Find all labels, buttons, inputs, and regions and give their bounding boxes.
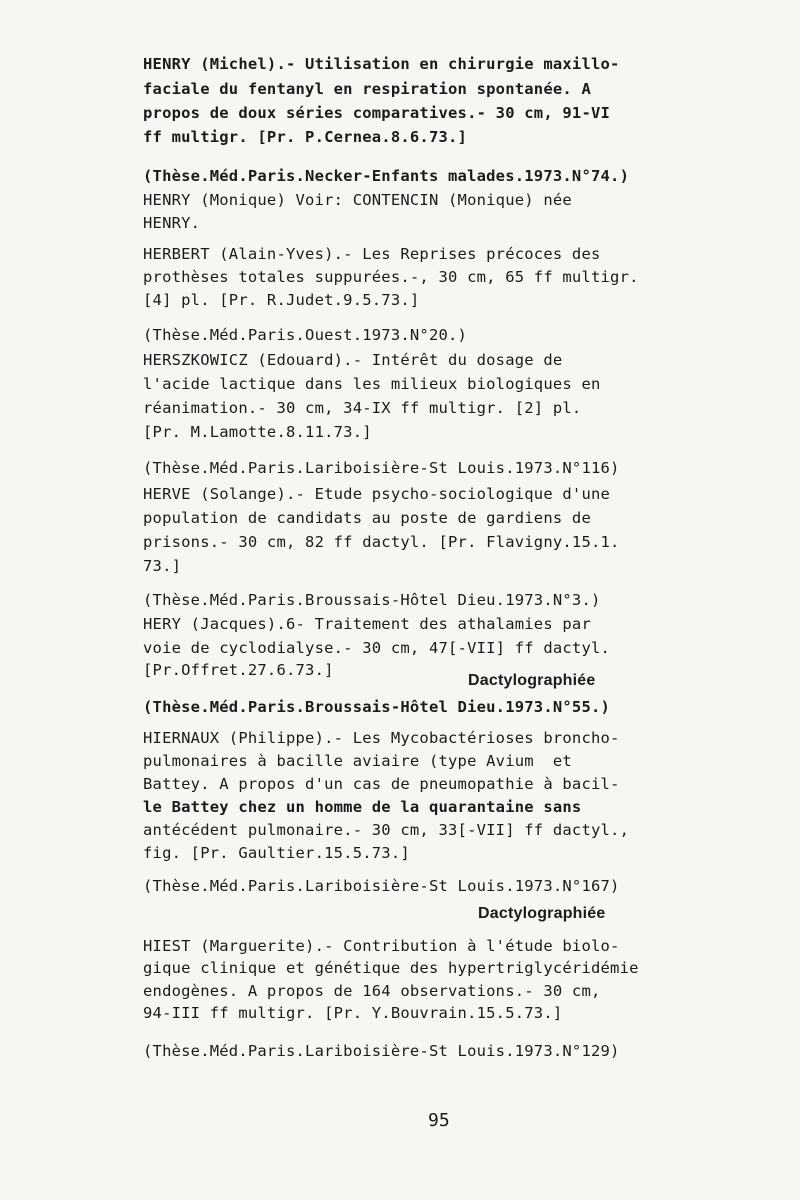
entry-line: HERBERT (Alain-Yves).- Les Reprises précoces des — [143, 245, 601, 263]
entry-line: l'acide lactique dans les milieux biologiques en — [143, 375, 601, 393]
entry-line: Battey. A propos d'un cas de pneumopathie à bacil- — [143, 775, 620, 793]
entry-line: ff multigr. [Pr. P.Cernea.8.6.73.] — [143, 128, 468, 146]
entry-line: prisons.- 30 cm, 82 ff dactyl. [Pr. Flavigny.15.1. — [143, 533, 620, 551]
entry-line: [4] pl. [Pr. R.Judet.9.5.73.] — [143, 291, 420, 309]
entry-line: HENRY. — [143, 214, 201, 232]
entry-line: HERSZKOWICZ (Edouard).- Intérêt du dosage de — [143, 351, 563, 369]
entry-line: endogènes. A propos de 164 observations.- 30 cm, — [143, 982, 601, 1000]
entry-line: HERVE (Solange).- Etude psycho-sociologique d'une — [143, 485, 611, 503]
entry-note: Dactylographiée — [468, 672, 596, 689]
entry-line: [Pr. M.Lamotte.8.11.73.] — [143, 423, 372, 441]
entry-line: HIEST (Marguerite).- Contribution à l'étude biolo- — [143, 937, 620, 955]
entry-source: (Thèse.Méd.Paris.Necker-Enfants malades.1973.N°74.) — [143, 167, 630, 185]
entry-line: réanimation.- 30 cm, 34-IX ff multigr. [2] pl. — [143, 399, 582, 417]
entry-line: 73.] — [143, 557, 182, 575]
entry-line: le Battey chez un homme de la quarantaine sans — [143, 798, 582, 816]
entry-line: faciale du fentanyl en respiration spontanée. A — [143, 80, 591, 98]
entry-source: (Thèse.Méd.Paris.Ouest.1973.N°20.) — [143, 326, 468, 344]
entry-source: (Thèse.Méd.Paris.Broussais-Hôtel Dieu.1973.N°3.) — [143, 591, 601, 609]
entry-line: HENRY (Michel).- Utilisation en chirurgie maxillo- — [143, 55, 620, 73]
entry-source: (Thèse.Méd.Paris.Lariboisière-St Louis.1973.N°129) — [143, 1042, 620, 1060]
entry-line: propos de doux séries comparatives.- 30 cm, 91-VI — [143, 104, 611, 122]
entry-source: (Thèse.Méd.Paris.Lariboisière-St Louis.1973.N°116) — [143, 459, 620, 477]
entry-line: 94-III ff multigr. [Pr. Y.Bouvrain.15.5.73.] — [143, 1004, 563, 1022]
entry-line: HIERNAUX (Philippe).- Les Mycobactérioses broncho- — [143, 729, 620, 747]
page-number: 95 — [428, 1110, 450, 1131]
entry-line: voie de cyclodialyse.- 30 cm, 47[-VII] ff dactyl. — [143, 639, 611, 657]
entry-source: (Thèse.Méd.Paris.Lariboisière-St Louis.1973.N°167) — [143, 877, 620, 895]
entry-line: gique clinique et génétique des hypertriglycéridémie — [143, 959, 639, 977]
entry-line: prothèses totales suppurées.-, 30 cm, 65 ff multigr. — [143, 268, 639, 286]
entry-source: (Thèse.Méd.Paris.Broussais-Hôtel Dieu.1973.N°55.) — [143, 698, 611, 716]
entry-line: HERY (Jacques).6- Traitement des athalamies par — [143, 615, 591, 633]
entry-line: population de candidats au poste de gardiens de — [143, 509, 591, 527]
entry-line: antécédent pulmonaire.- 30 cm, 33[-VII] ff dactyl., — [143, 821, 630, 839]
entry-line: HENRY (Monique) Voir: CONTENCIN (Monique) née — [143, 191, 572, 209]
entry-line: fig. [Pr. Gaultier.15.5.73.] — [143, 844, 410, 862]
entry-note: Dactylographiée — [478, 905, 606, 922]
entry-line: pulmonaires à bacille aviaire (type Avium et — [143, 752, 572, 770]
entry-line: [Pr.Offret.27.6.73.] — [143, 661, 334, 679]
